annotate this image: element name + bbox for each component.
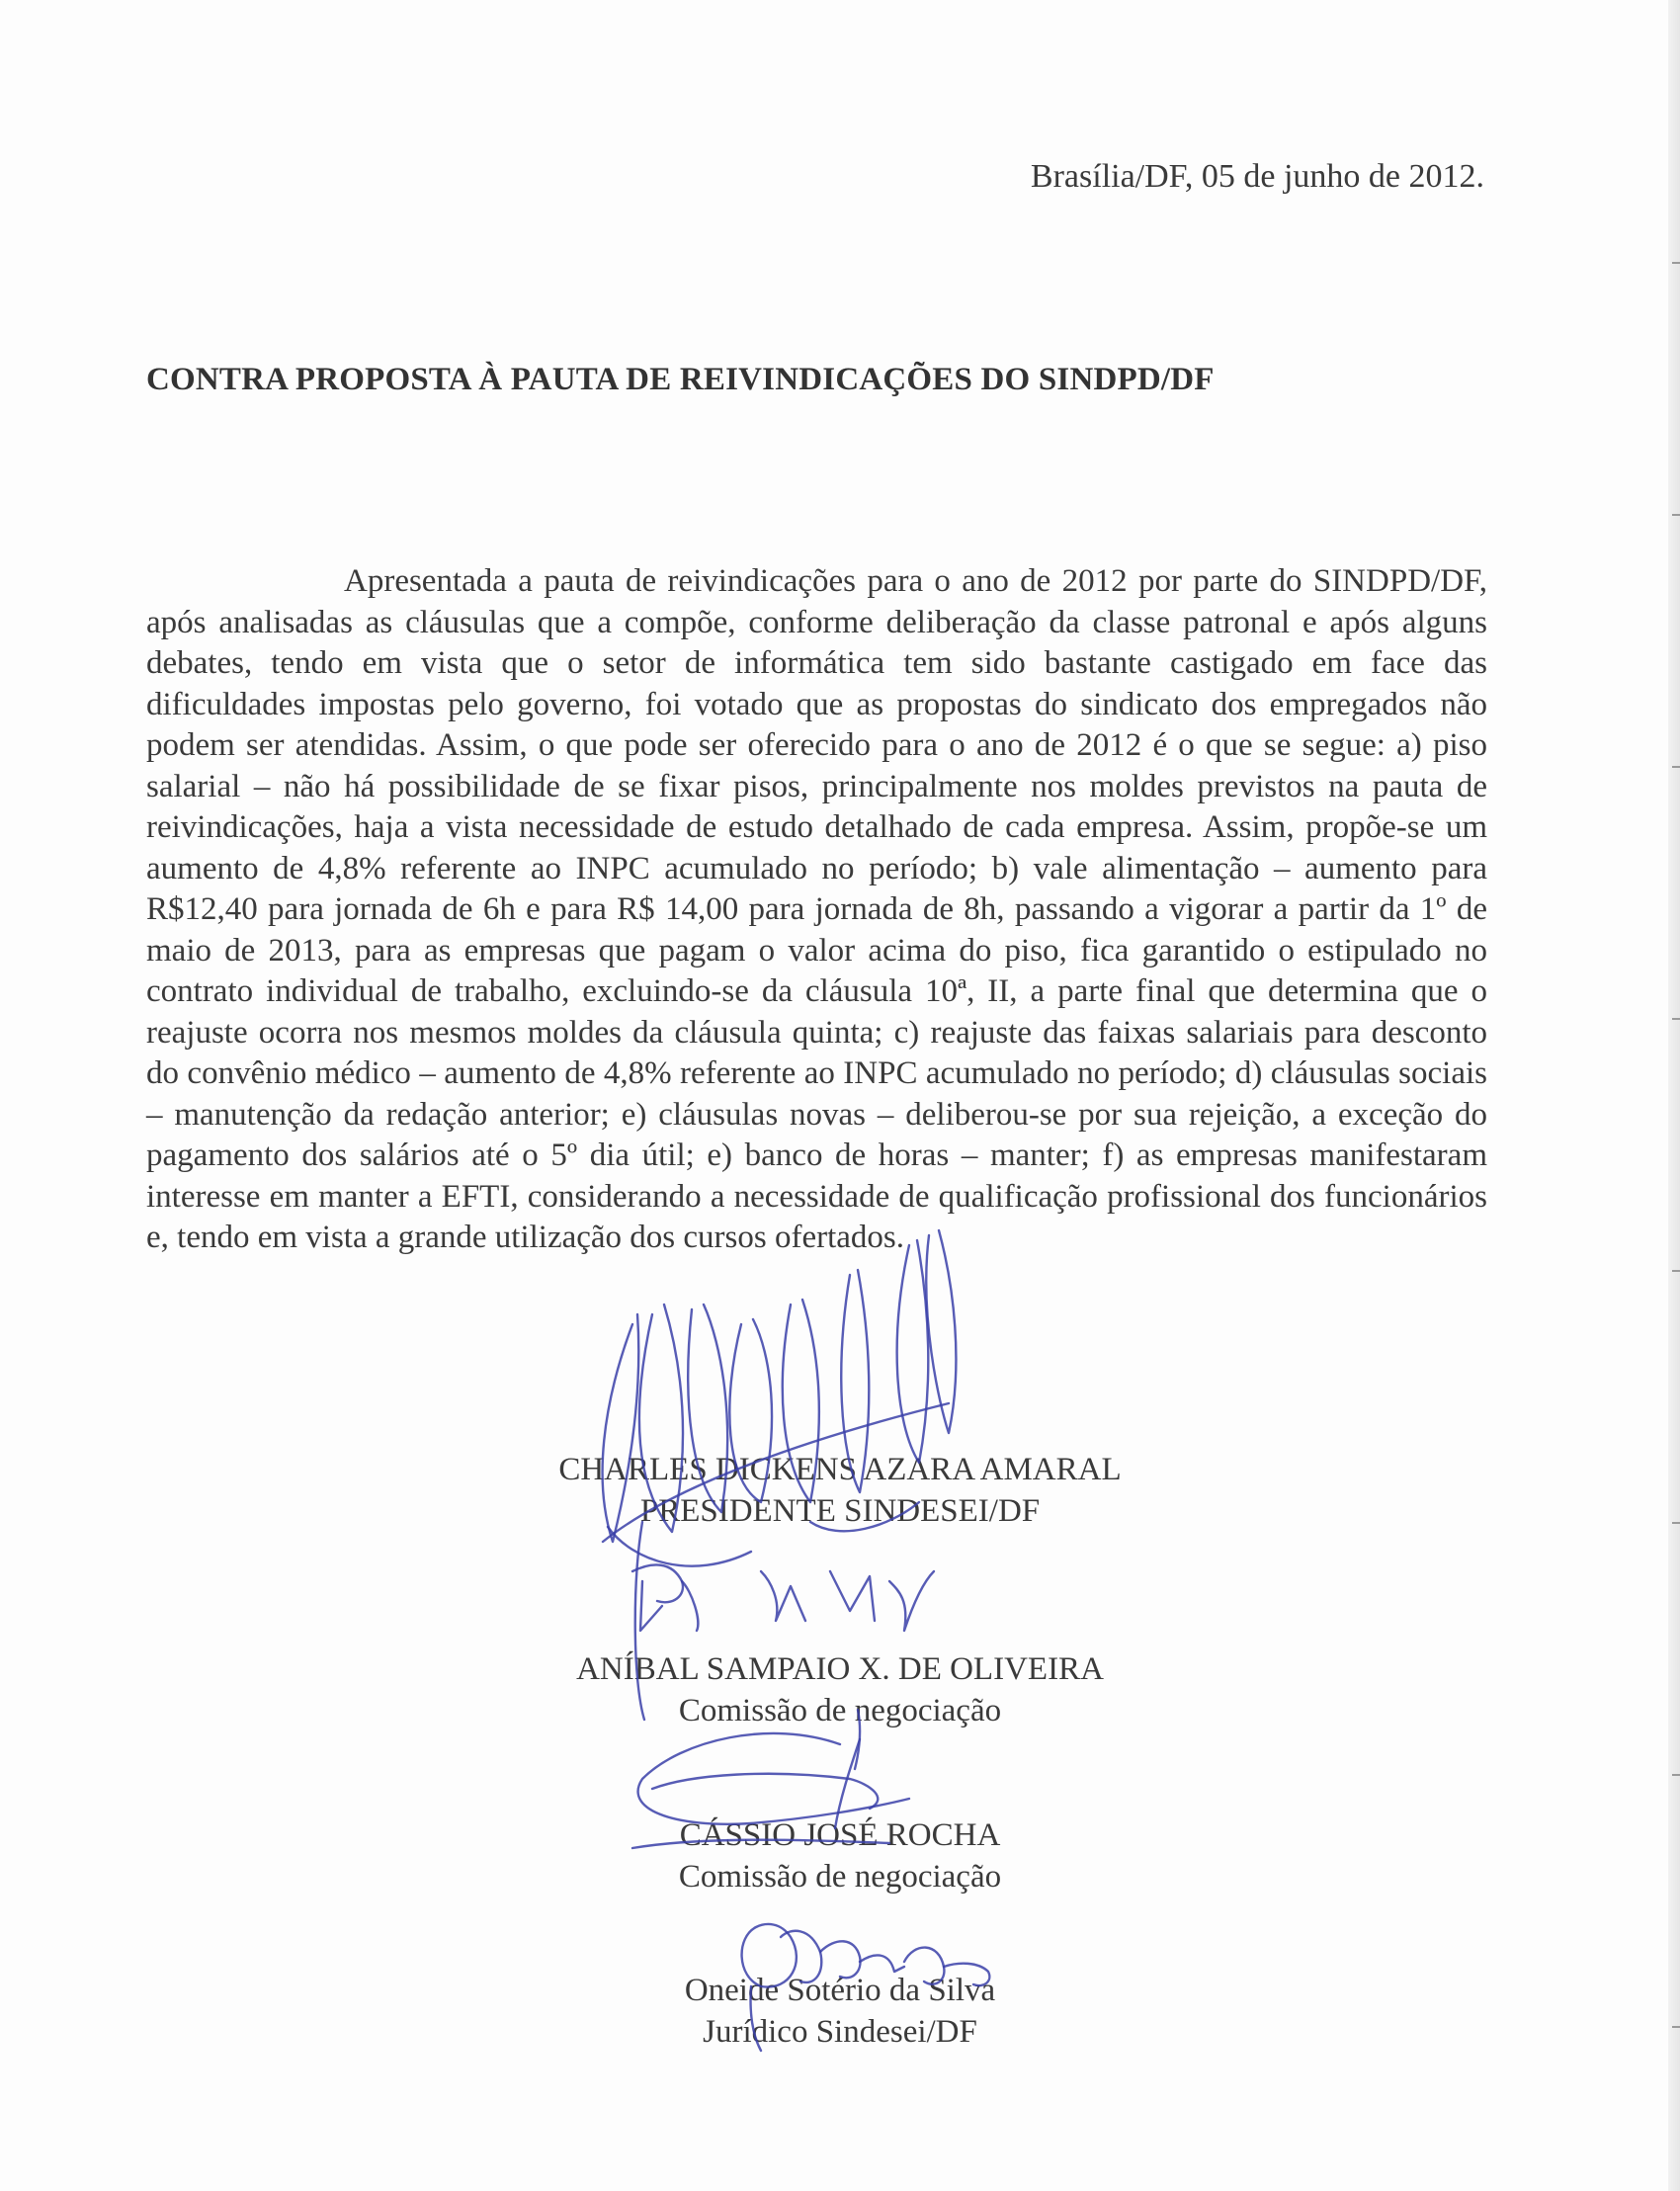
signatory-1 [0,1449,1680,1532]
signatory-role: Comissão de negociação [678,1693,1002,1728]
signatory-3 [0,1814,1680,1897]
edge-mark [1672,514,1680,516]
edge-mark [1672,766,1680,768]
signatory-name: Oneide Sotério da Silva [684,1973,996,2008]
signatory-2 [0,1648,1680,1731]
signatory-role: Jurídico Sindesei/DF [703,2014,977,2050]
document-body: Apresentada a pauta de reivindicações para o ano de 2012 por parte do SINDPD/DF, após analisadas as cláusulas que a compõe, conforme deliberação da classe patronal e após alguns debates, tendo em vista que o setor de informática tem sido bastante castigado em face das dificuldades impostas pelo governo, foi votado que as propostas do sindicato dos empregados não podem ser atendidas. Assim, o que pode ser oferecido para o ano de 2012 é o que se segue: a) piso salarial – não há possibilidade de se fixar pisos, principalmente nos moldes previstos na pauta de reivindicações, haja a vista necessidade de estudo detalhado de cada empresa. Assim, propõe-se um aumento de 4,8% referente ao INPC acumulado no período; b) vale alimentação – aumento para R$12,40 para jornada de 6h e para R$ 14,00 para jornada de 8h, passando a vigorar a partir da 1º de maio de 2013, para as empresas que pagam o valor acima do piso, fica garantido o estipulado no contrato individual de trabalho, excluindo-se da cláusula 10ª, II, a parte final que determina que o reajuste ocorra nos mesmos moldes da cláusula quinta; c) reajuste das faixas salariais para desconto do convênio médico – aumento de 4,8% referente ao INPC acumulado no período; d) cláusulas sociais – manutenção da redação anterior; e) cláusulas novas – deliberou-se por sua rejeição, a exceção do pagamento dos salários até o 5º dia útil; e) banco de horas – manter; f) as empresas manifestaram interesse em manter a EFTI, considerando a necessidade de qualificação profissional dos funcionários e, tendo em vista a grande utilização dos cursos ofertados. [146,563,1487,1255]
edge-mark [1672,1270,1680,1272]
edge-mark [1672,262,1680,264]
document-date: Brasília/DF, 05 de junho de 2012. [1030,158,1484,195]
signatory-name: ANÍBAL SAMPAIO X. DE OLIVEIRA [576,1651,1104,1687]
signatory-role: Comissão de negociação [678,1859,1002,1895]
signatory-name: CÁSSIO JOSÉ ROCHA [679,1817,1001,1853]
edge-mark [1672,1774,1680,1776]
signatory-4 [0,1970,1680,2053]
signatory-role: PRESIDENTE SINDESEI/DF [639,1493,1041,1529]
edge-mark [1672,1018,1680,1020]
document-title: CONTRA PROPOSTA À PAUTA DE REIVINDICAÇÕES DO SINDPD/DF [146,362,1215,397]
signatory-name: CHARLES DICKENS AZARA AMARAL [558,1452,1122,1487]
